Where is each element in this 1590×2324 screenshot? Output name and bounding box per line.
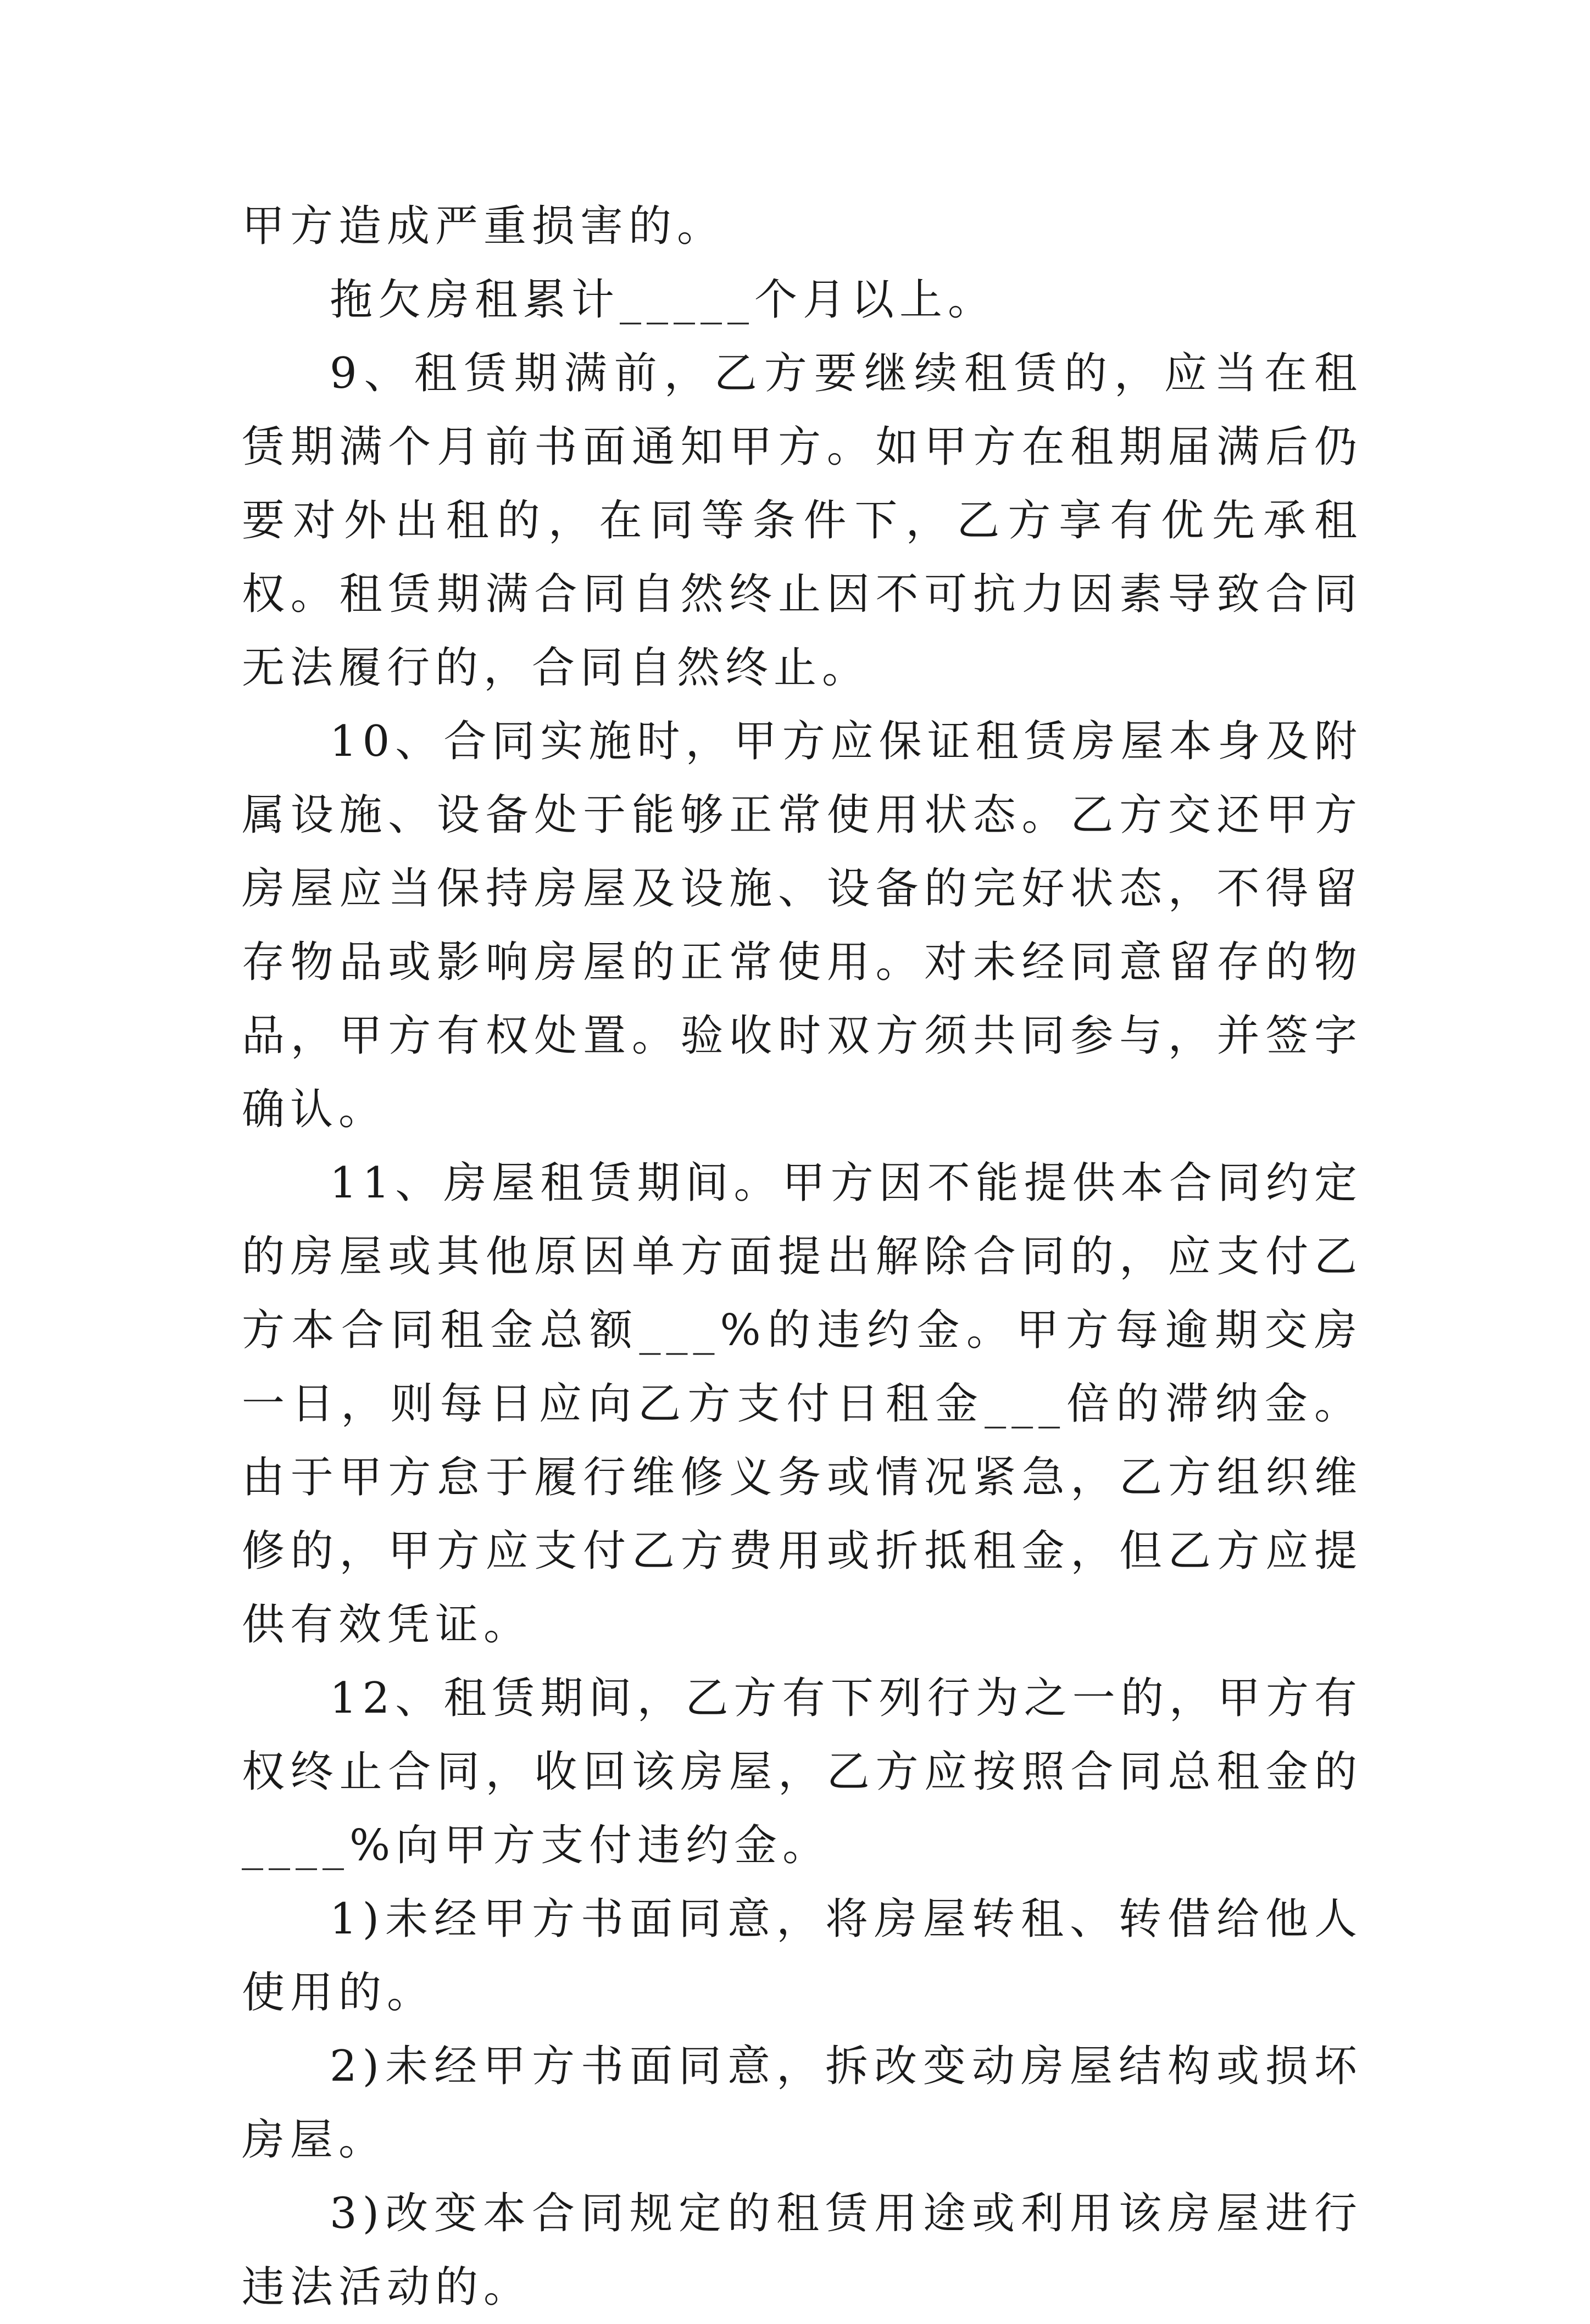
list-item-2: 2)未经甲方书面同意，拆改变动房屋结构或损坏房屋。 [242,2042,1363,2165]
paragraph-4: 10、合同实施时，甲方应保证租赁房屋本身及附属设施、设备处于能够正常使用状态。乙方交还甲方房屋应当保持房屋及设施、设备的完好状态，不得留存物品或影响房屋的正常使用。对未经同意留存的物品，甲方有权处置。验收时双方须共同参与，并签字确认。 [242,717,1363,1134]
paragraph-5: 11、房屋租赁期间。甲方因不能提供本合同约定的房屋或其他原因单方面提出解除合同的，应支付乙方本合同租金总额___%的违约金。甲方每逾期交房一日，则每日应向乙方支付日租金___倍的滞纳金。由于甲方怠于履行维修义务或情况紧急，乙方组织维修的，甲方应支付乙方费用或折抵租金，但乙方应提供有效凭证。 [242,1158,1363,1649]
paragraph-3: 9、租赁期满前，乙方要继续租赁的，应当在租赁期满个月前书面通知甲方。如甲方在租期届满后仍要对外出租的，在同等条件下，乙方享有优先承租权。租赁期满合同自然终止因不可抗力因素导致合同无法履行的，合同自然终止。 [242,349,1363,693]
list-item-1: 1)未经甲方书面同意，将房屋转租、转借给他人使用的。 [242,1894,1363,2018]
paragraph-1: 甲方造成严重损害的。 [242,202,726,251]
paragraph-2: 拖欠房租累计_____个月以上。 [330,275,997,325]
paragraph-6: 12、租赁期间，乙方有下列行为之一的，甲方有权终止合同，收回该房屋，乙方应按照合同总租金的____%向甲方支付违约金。 [242,1674,1363,1870]
document-body [242,190,1363,2324]
list-item-3: 3)改变本合同规定的租赁用途或利用该房屋进行违法活动的。 [242,2189,1363,2312]
